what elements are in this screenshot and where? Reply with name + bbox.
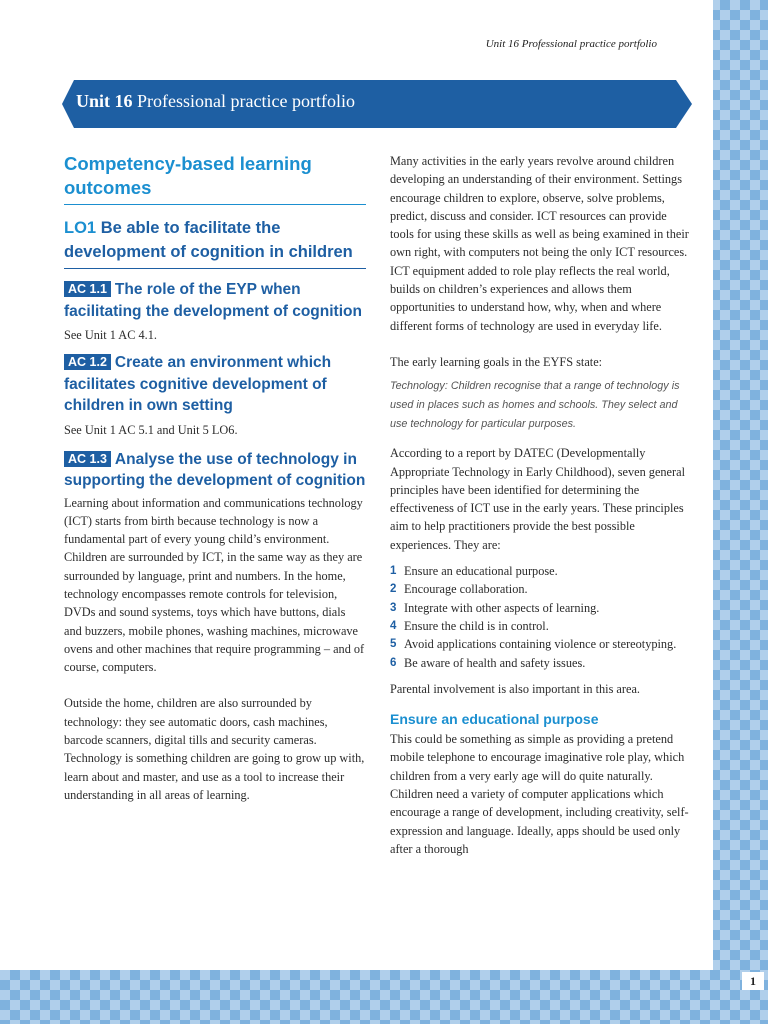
title-banner [62,80,692,128]
ac11-text: The role of the EYP when facilitating the development of cognition [64,281,362,320]
lo1-code: LO1 [64,219,97,237]
ac13-block [64,449,366,492]
list-number: 1 [390,565,397,578]
list-number: 5 [390,638,397,651]
lo1-text: Be able to facilitate the development of cognition in children [64,219,353,261]
list-text: Be aware of health and safety issues. [404,655,586,670]
ac13-heading [64,449,366,492]
ac13-tag: AC 1.3 [64,451,111,467]
right-paragraph-1: Many activities in the early years revolve around children developing an understanding of their environment. Settings encourage children to explore, observe, solve problems, predict, discuss and consider. ICT resources can provide tools for using these skills as well as being examined in their own right, with computers not being the only ICT resources. ICT equipment added to role play reflects the real world, builds on children’s experiences and allows them opportunities to understand how, why, when and where different forms of technology are used in everyday life. [390,154,689,333]
ac11-tag: AC 1.1 [64,281,111,297]
list-text: Integrate with other aspects of learning. [404,600,600,615]
ac12-block [64,352,366,439]
lo1-heading [64,217,366,269]
list-number: 3 [390,601,397,614]
eyfs-quote: Technology: Children recognise that a range of technology is used in places such as homes and schools. They select and use technology for particular purposes. [390,380,680,431]
left-column [64,152,366,804]
sub-heading: Ensure an educational purpose [390,711,599,728]
list-item [390,599,692,617]
list-item [390,635,692,653]
list-number: 4 [390,619,397,632]
ac12-text: Create an environment which facilitates cognitive development of children in own setting [64,354,332,414]
right-paragraph-3: According to a report by DATEC (Developmentally Appropriate Technology in Early Childhood), seven general principles have been identified for determining the effectiveness of ICT use in the early years. These principles aim to help practitioners provide the best possible experiences. They are: [390,446,685,552]
list-item [390,580,692,598]
ac12-see: See Unit 1 AC 5.1 and Unit 5 LO6. [64,422,238,437]
ac13-text: Analyse the use of technology in supporting the development of cognition [64,450,366,489]
page-number: 1 [742,972,764,990]
running-header: Unit 16 Professional practice portfolio [485,38,657,50]
list-item [390,654,692,672]
left-paragraph-2: Outside the home, children are also surrounded by technology: they see automatic doors, cash machines, barcode scanners, digital tills and security cameras. Technology is something children are going to grow up with, learn about and master, and use as a tool to increase their understanding in all areas of learning. [64,696,365,802]
list-number: 6 [390,656,397,669]
title-unit: Unit 16 [76,91,133,111]
list-text: Avoid applications containing violence or stereotyping. [404,637,677,652]
right-column [390,152,692,858]
list-text: Encourage collaboration. [404,582,528,597]
ac12-tag: AC 1.2 [64,354,111,370]
list-item [390,562,692,580]
right-paragraph-2: The early learning goals in the EYFS state: [390,354,603,369]
section-heading: Competency-based learning outcomes [64,152,366,205]
left-paragraph-1: Learning about information and communications technology (ICT) starts from birth because technology is now a fundamental part of every young child’s environment. Children are surrounded by ICT, in the same way as they are surrounded by language, print and numbers. In the home, technology encompasses remote controls for television, DVDs and sound systems, toys which have buttons, dials and buzzers, mobile phones, washing machines, microwave ovens and other machines that require programming – and of course, computers. [64,495,365,675]
list-text: Ensure an educational purpose. [404,564,558,579]
principles-list [390,562,692,672]
title-text: Professional practice portfolio [137,91,355,111]
ac12-heading [64,352,366,417]
right-paragraph-4: Parental involvement is also important in this area. [390,681,640,696]
page-title [76,91,355,112]
ac11-block [64,279,366,344]
list-item [390,617,692,635]
list-number: 2 [390,583,397,596]
ac11-heading [64,279,366,322]
list-text: Ensure the child is in control. [404,618,549,633]
right-paragraph-5: This could be something as simple as providing a pretend mobile telephone to encourage imaginative role play, which children from a very early age will do quite naturally. Children need a variety of computer applications which encourage a range of development, including creativity, self-expression and language. Ideally, apps should be used only after a thorough [390,732,689,856]
ac11-see: See Unit 1 AC 4.1. [64,328,157,342]
